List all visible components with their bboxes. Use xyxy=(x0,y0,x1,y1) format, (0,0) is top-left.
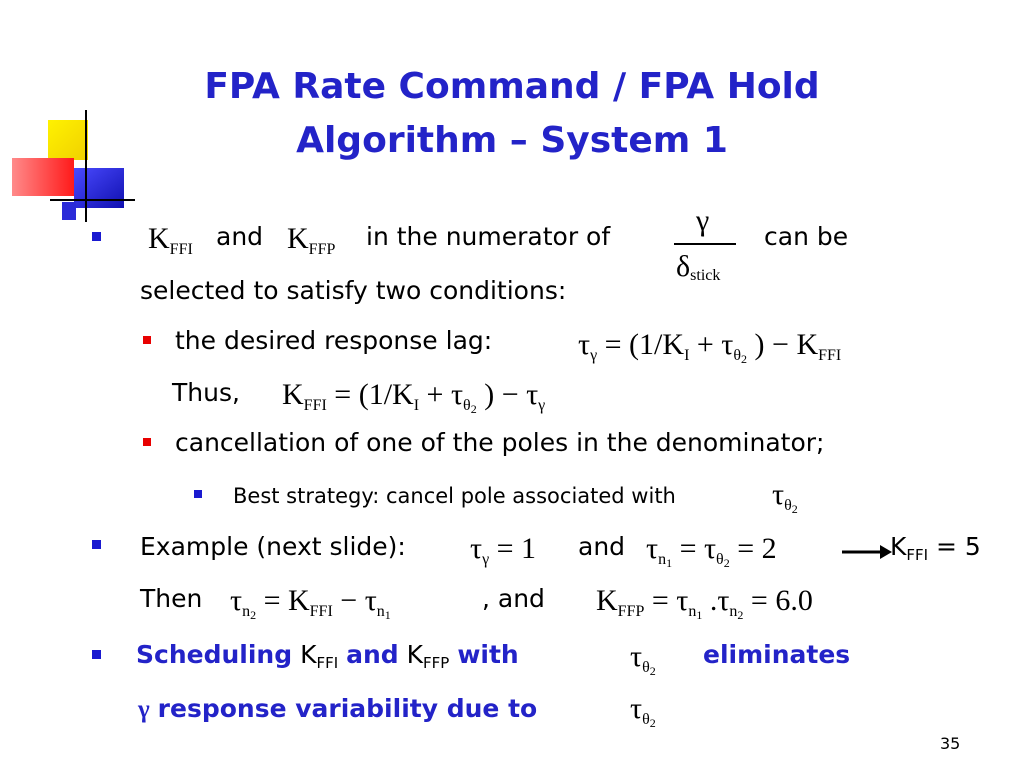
example-and: and xyxy=(578,532,626,561)
example-eq2: $\tau_{n_1} = \tau_{\theta_2} = 2$ xyxy=(646,532,777,570)
example-eq1: $\tau_\gamma = 1$ xyxy=(470,532,537,568)
thus-text: Thus, xyxy=(172,378,240,407)
subsub-bullet-marker xyxy=(194,490,202,498)
then-text: Then xyxy=(140,584,203,613)
best-strategy-text: Best strategy: cancel pole associated with xyxy=(233,484,676,508)
scheduling-line: Scheduling $K_{FFI}$ and $K_{FFP}$ with xyxy=(136,640,519,672)
desired-lag-text: the desired response lag: xyxy=(175,326,493,355)
lag-equation: $\tau_\gamma = (1/K_I + \tau_{\theta_2}$ ) − $K_{FFI}$ xyxy=(578,328,842,366)
example-result: $K_{FFI} = 5$ xyxy=(890,532,981,564)
arrow-icon xyxy=(842,544,892,560)
cancellation-text: cancellation of one of the poles in the denominator; xyxy=(175,428,825,457)
page-number: 35 xyxy=(940,734,961,753)
slide-title-line1: FPA Rate Command / FPA Hold xyxy=(204,66,820,107)
slide-title-line2: Algorithm – System 1 xyxy=(296,120,728,161)
kffp-eq: $K_{FFP} = \tau_{n_1}$ $.\tau_{n_2} = 6.0$ xyxy=(596,584,813,622)
example-text: Example (next slide): xyxy=(140,532,406,561)
best-strategy-equation: $\tau_{\theta_2}$ xyxy=(772,478,798,516)
then-eq: $\tau_{n_2} = K_{FFI} - \tau_{n_1}$ xyxy=(230,584,391,622)
response-line: γ response variability due to xyxy=(138,694,538,723)
sub-bullet-1-marker xyxy=(143,336,151,344)
sub-bullet-2-marker xyxy=(143,438,151,446)
response-eq: $\tau_{\theta_2}$ xyxy=(630,692,656,730)
eliminates-text: eliminates xyxy=(703,640,851,669)
thus-equation: $K_{FFI} = (1/K_I + \tau_{\theta_2}$ ) − $\tau_\gamma$ xyxy=(282,378,546,416)
and-text: and xyxy=(216,222,264,251)
numerator-text: in the numerator of xyxy=(366,222,611,251)
can-be-text: can be xyxy=(764,222,849,251)
fraction-denominator: δstick xyxy=(676,250,721,284)
bullet-2-marker xyxy=(92,540,101,549)
bullet-3-marker xyxy=(92,650,101,659)
fraction-bar xyxy=(674,243,736,245)
k-ffi-symbol: $K_{FFI}$ xyxy=(148,222,193,258)
selected-text: selected to satisfy two conditions: xyxy=(140,276,567,305)
fraction-numerator: γ xyxy=(696,204,710,237)
k-ffp-symbol: $K_{FFP}$ xyxy=(287,222,336,258)
bullet-1-marker xyxy=(92,232,101,241)
scheduling-eq: $\tau_{\theta_2}$ xyxy=(630,640,656,678)
then-and: , and xyxy=(482,584,545,613)
